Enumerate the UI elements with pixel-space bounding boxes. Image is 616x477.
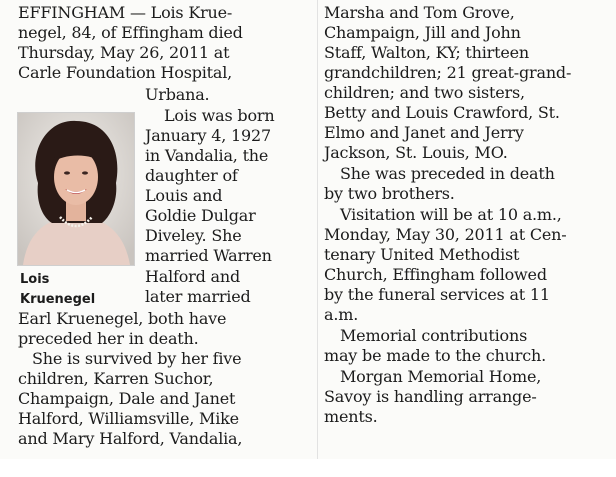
- col2-line: by the funeral services at 11: [324, 285, 550, 304]
- col1-line: married Warren: [145, 246, 272, 265]
- portrait-illustration: [18, 113, 134, 265]
- col1-line: in Vandalia, the: [145, 146, 269, 165]
- col1-line: children, Karren Suchor,: [18, 369, 214, 388]
- col1-line: Halford, Williamsville, Mike: [18, 409, 239, 428]
- col2-line: children; and two sisters,: [324, 83, 525, 102]
- col1-line: Louis and: [145, 186, 223, 205]
- col1-line: negel, 84, of Effingham died: [18, 23, 243, 42]
- col2-line: Church, Effingham followed: [324, 265, 547, 284]
- col2-line: ments.: [324, 407, 378, 426]
- col2-line: Betty and Louis Crawford, St.: [324, 103, 560, 122]
- col2-line: She was preceded in death: [340, 164, 555, 183]
- col1-line: EFFINGHAM — Lois Krue-: [18, 3, 233, 22]
- col2-line: Jackson, St. Louis, MO.: [324, 143, 508, 162]
- col1-line: daughter of: [145, 166, 238, 185]
- col2-line: may be made to the church.: [324, 346, 546, 365]
- clipping-edge: [0, 459, 616, 477]
- col1-line: later married: [145, 287, 251, 306]
- col2-line: Monday, May 30, 2011 at Cen-: [324, 225, 567, 244]
- portrait-photo: [17, 112, 135, 266]
- column-divider: [317, 0, 318, 460]
- col2-line: Morgan Memorial Home,: [340, 367, 542, 386]
- col1-line: Earl Kruenegel, both have: [18, 309, 227, 328]
- col2-line: Staff, Walton, KY; thirteen: [324, 43, 529, 62]
- photo-caption-line: Kruenegel: [20, 292, 96, 307]
- col1-line: January 4, 1927: [145, 126, 271, 145]
- col1-line: Lois was born: [164, 106, 275, 125]
- col2-line: by two brothers.: [324, 184, 455, 203]
- col2-line: Memorial contributions: [340, 326, 528, 345]
- photo-caption-line: Lois: [20, 272, 50, 287]
- col2-line: Savoy is handling arrange-: [324, 387, 537, 406]
- col1-line: Thursday, May 26, 2011 at: [18, 43, 230, 62]
- col1-line: Champaign, Dale and Janet: [18, 389, 236, 408]
- col2-line: Visitation will be at 10 a.m.,: [340, 205, 562, 224]
- col1-line: and Mary Halford, Vandalia,: [18, 429, 243, 448]
- col2-line: Marsha and Tom Grove,: [324, 3, 515, 22]
- col1-line: Carle Foundation Hospital,: [18, 63, 233, 82]
- col1-line: Urbana.: [145, 85, 210, 104]
- col1-line: Halford and: [145, 267, 241, 286]
- col1-line: Diveley. She: [145, 226, 242, 245]
- col2-line: Champaign, Jill and John: [324, 23, 521, 42]
- col1-line: preceded her in death.: [18, 329, 199, 348]
- col1-line: Goldie Dulgar: [145, 206, 256, 225]
- col2-line: Elmo and Janet and Jerry: [324, 123, 524, 142]
- col2-line: a.m.: [324, 305, 359, 324]
- col2-line: grandchildren; 21 great-grand-: [324, 63, 572, 82]
- col2-line: tenary United Methodist: [324, 245, 520, 264]
- col1-line: She is survived by her five: [32, 349, 242, 368]
